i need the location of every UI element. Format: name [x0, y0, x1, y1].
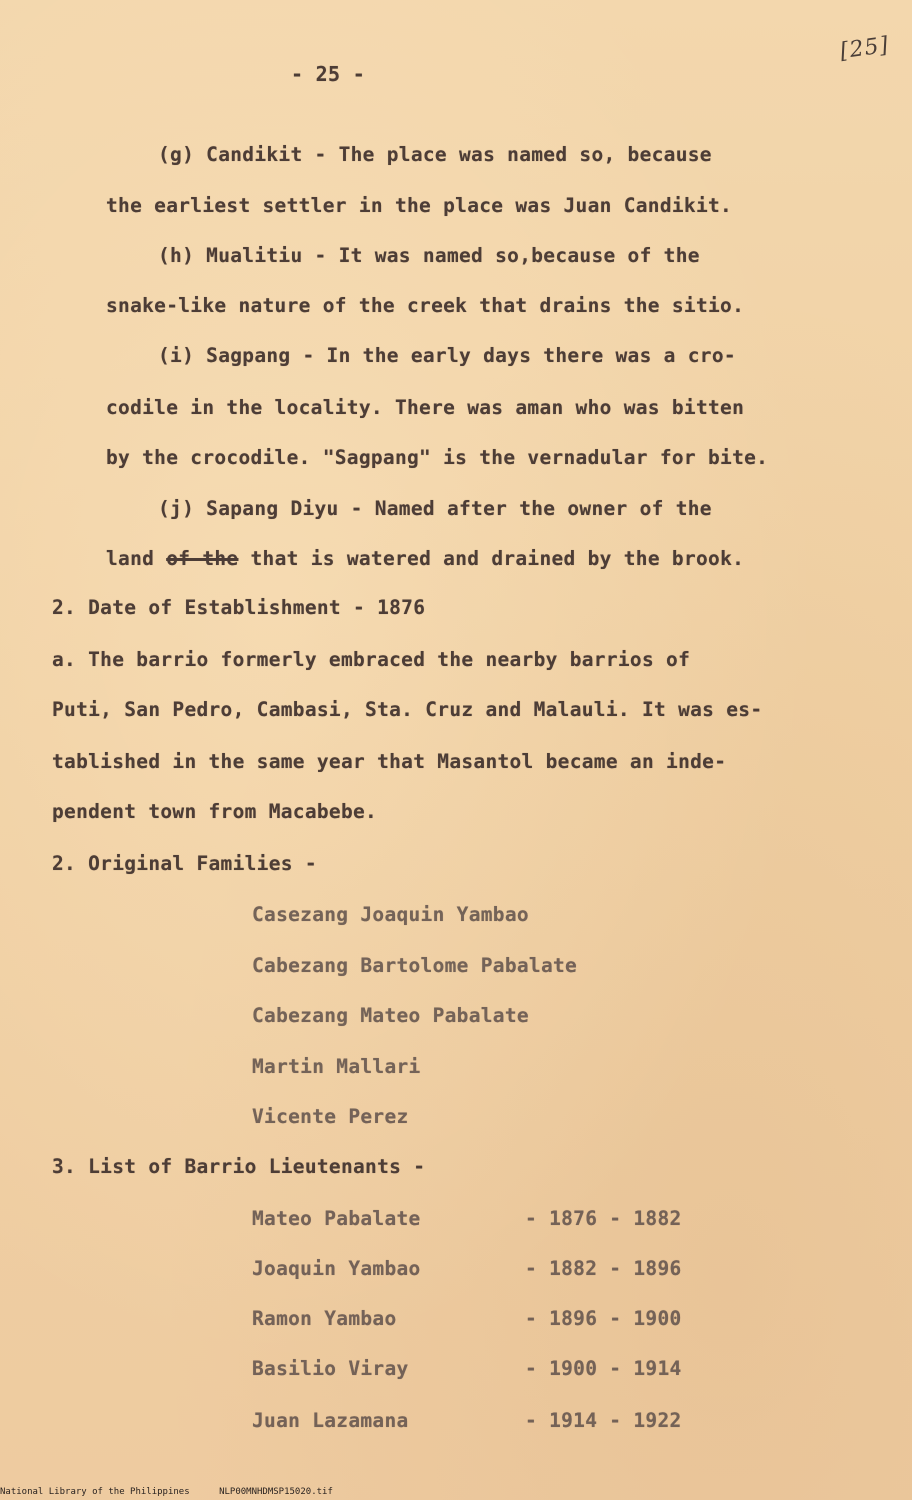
page-number: - 25 - — [291, 62, 366, 86]
establishment-paragraph-line-4: pendent town from Macabebe. — [52, 800, 378, 823]
family-list-item: Cabezang Bartolome Pabalate — [252, 954, 578, 977]
lieutenant-name: Joaquin Yambao — [252, 1257, 421, 1280]
scan-footer — [0, 1487, 357, 1497]
establishment-paragraph-line-2: Puti, San Pedro, Cambasi, Sta. Cruz and Malauli. It was es- — [52, 698, 763, 721]
lieutenant-term: - 1882 - 1896 — [525, 1257, 682, 1280]
family-list-item: Vicente Perez — [252, 1105, 409, 1128]
family-list-item: Cabezang Mateo Pabalate — [252, 1004, 529, 1027]
paragraph-j-line-2 — [106, 547, 744, 570]
lieutenant-name: Basilio Viray — [252, 1357, 409, 1380]
lieutenant-term: - 1896 - 1900 — [525, 1307, 682, 1330]
lieutenant-term: - 1914 - 1922 — [525, 1409, 682, 1432]
lieutenant-term: - 1876 - 1882 — [525, 1207, 682, 1230]
paragraph-j-line-2-rest: that is watered and drained by the brook. — [250, 547, 745, 570]
paragraph-h-line-1: (h) Mualitiu - It was named so,because of the — [158, 244, 700, 267]
paragraph-i-line-2: codile in the locality. There was aman who was bitten — [106, 396, 745, 419]
paragraph-h-line-2: snake-like nature of the creek that drains the sitio. — [106, 294, 745, 317]
paragraph-j-line-1: (j) Sapang Diyu - Named after the owner of the — [158, 497, 712, 520]
section-date-of-establishment-heading: 2. Date of Establishment - 1876 — [52, 596, 426, 619]
lieutenant-name: Juan Lazamana — [252, 1409, 409, 1432]
paragraph-j-word-land: land — [106, 547, 155, 570]
handwritten-page-annotation: [25] — [838, 32, 891, 65]
struck-out-text: of the — [166, 547, 239, 570]
section-barrio-lieutenants-heading: 3. List of Barrio Lieutenants - — [52, 1155, 426, 1178]
lieutenant-term: - 1900 - 1914 — [525, 1357, 682, 1380]
paragraph-g-line-1: (g) Candikit - The place was named so, because — [158, 143, 712, 166]
section-original-families-heading: 2. Original Families - — [52, 852, 317, 875]
footer-library-name: National Library of the Philippines — [0, 1487, 190, 1497]
paragraph-g-line-2: the earliest settler in the place was Juan Candikit. — [106, 194, 733, 217]
paragraph-i-line-3: by the crocodile. "Sagpang" is the vernadular for bite. — [106, 446, 769, 469]
paragraph-i-line-1: (i) Sagpang - In the early days there was a cro- — [158, 344, 736, 367]
lieutenant-name: Mateo Pabalate — [252, 1207, 421, 1230]
family-list-item: Martin Mallari — [252, 1055, 421, 1078]
establishment-paragraph-line-3: tablished in the same year that Masantol became an inde- — [52, 750, 727, 773]
lieutenant-name: Ramon Yambao — [252, 1307, 397, 1330]
footer-filename: NLP00MNHDMSP15020.tif — [219, 1487, 333, 1497]
family-list-item: Casezang Joaquin Yambao — [252, 903, 529, 926]
establishment-paragraph-line-1: a. The barrio formerly embraced the nearby barrios of — [52, 648, 691, 671]
